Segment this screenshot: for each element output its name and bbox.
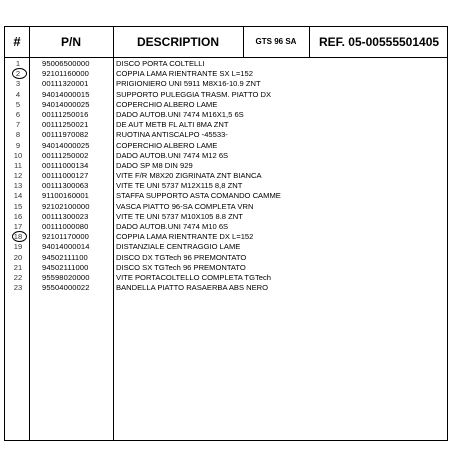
- row-description: COPPIA LAMA RIENTRANTE SX L=152: [116, 69, 253, 79]
- row-description: RUOTINA ANTISCALPO -45533-: [116, 130, 228, 140]
- row-part-number: 94502111000: [42, 262, 89, 272]
- table-row: [5, 212, 447, 222]
- row-description: DISCO SX TGTech 96 PREMONTATO: [116, 262, 246, 272]
- row-part-number: 94014000015: [42, 89, 90, 99]
- row-description: DADO AUTOB.UNI 7474 M16X1,5 6S: [116, 109, 244, 119]
- table-row: [5, 161, 447, 171]
- row-part-number: 94502111100: [42, 252, 88, 262]
- table-row: [5, 151, 447, 161]
- table-row: [5, 100, 447, 110]
- table-body: [5, 59, 447, 293]
- header-ref: REF. 05-00555501405: [318, 35, 440, 49]
- row-part-number: 94014000014: [42, 242, 90, 252]
- row-description: VITE PORTACOLTELLO COMPLETA TGTech: [116, 272, 272, 282]
- row-description: DADO AUTOB.UNI 7474 M10 6S: [116, 222, 229, 231]
- row-description: DISTANZIALE CENTRAGGIO LAME: [116, 242, 241, 252]
- parts-list-table: [4, 26, 448, 441]
- row-description: SUPPORTO PULEGGIA TRASM. PIATTO DX: [116, 89, 272, 99]
- table-row: [5, 79, 447, 89]
- row-part-number: 00111250016: [42, 109, 89, 119]
- row-description: COPERCHIO ALBERO LAME: [116, 140, 218, 150]
- row-description: STAFFA SUPPORTO ASTA COMANDO CAMME: [116, 191, 281, 201]
- table-row: [5, 171, 447, 181]
- row-part-number: 00111300063: [42, 181, 89, 191]
- row-number: 11: [14, 160, 22, 170]
- row-number: 6: [15, 109, 21, 119]
- row-number: 18: [13, 232, 23, 242]
- row-description: COPERCHIO ALBERO LAME: [116, 99, 218, 109]
- row-number: 3: [15, 79, 21, 89]
- header-num: #: [13, 34, 21, 49]
- row-number: 17: [13, 222, 23, 231]
- row-description: DADO AUTOB.UNI 7474 M12 6S: [116, 150, 229, 160]
- row-number: 7: [15, 120, 21, 130]
- table-row: [5, 202, 447, 212]
- table-row: [5, 130, 447, 140]
- row-number: 10: [13, 150, 23, 160]
- table-row: [5, 141, 447, 151]
- row-description: DADO SP M8 DIN 929: [116, 160, 193, 170]
- row-description: BANDELLA PIATTO RASAERBA ABS NERO: [116, 283, 269, 293]
- row-number: 15: [13, 201, 23, 211]
- table-row: [5, 242, 447, 252]
- row-part-number: 00111970082: [42, 130, 89, 140]
- row-part-number: 00111250021: [42, 120, 89, 130]
- table-row: [5, 110, 447, 120]
- row-number: 2: [15, 69, 21, 79]
- row-description: COPPIA LAMA RIENTRANTE DX L=152: [116, 232, 254, 242]
- header-divider: [243, 27, 244, 57]
- row-number: 8: [15, 130, 21, 140]
- row-number: 16: [13, 211, 23, 221]
- table-row: [5, 273, 447, 283]
- table-row: [5, 69, 447, 79]
- row-part-number: 00111000080: [42, 222, 89, 231]
- header-model: GTS 96 SA: [255, 37, 297, 46]
- row-part-number: 95006500000: [42, 59, 90, 68]
- row-description: VITE F/R M8X20 ZIGRINATA ZNT BIANCA: [116, 171, 262, 181]
- row-description: DE AUT METB FL ALTI 8MA ZNT: [116, 120, 229, 130]
- row-part-number: 00111000134: [42, 160, 89, 170]
- row-number: 19: [13, 242, 23, 252]
- row-number: 21: [13, 262, 23, 272]
- table-row: [5, 59, 447, 69]
- row-part-number: 95598020000: [42, 272, 90, 282]
- table-row: [5, 283, 447, 293]
- table-row: [5, 222, 447, 232]
- row-description: VITE TE UNI 5737 M10X105 8.8 ZNT: [116, 211, 243, 221]
- row-number: 12: [13, 171, 23, 181]
- row-number: 22: [13, 272, 23, 282]
- row-description: VITE TE UNI 5737 M12X115 8,8 ZNT: [116, 181, 243, 191]
- table-header: [5, 27, 447, 58]
- row-description: DISCO DX TGTech 96 PREMONTATO: [116, 252, 247, 262]
- row-description: DISCO PORTA COLTELLI: [116, 59, 205, 68]
- header-pn: P/N: [60, 35, 81, 49]
- row-description: VASCA PIATTO 96-SA COMPLETA VRN: [116, 201, 254, 211]
- row-part-number: 92101160000: [42, 69, 89, 79]
- header-description: DESCRIPTION: [136, 35, 219, 49]
- row-part-number: 92101170000: [42, 232, 89, 242]
- row-part-number: 91100160001: [42, 191, 89, 201]
- row-part-number: 94014000025: [42, 140, 90, 150]
- row-number: 9: [15, 140, 21, 150]
- row-part-number: 00111000127: [42, 171, 89, 181]
- row-number: 20: [13, 252, 23, 262]
- row-part-number: 92102100000: [42, 201, 90, 211]
- row-part-number: 94014000025: [42, 99, 90, 109]
- table-row: [5, 232, 447, 242]
- header-divider: [309, 27, 310, 57]
- row-description: PRIGIONIERO UNI 5911 M8X16-10.9 ZNT: [116, 79, 261, 89]
- row-part-number: 00111320001: [42, 79, 89, 89]
- row-number: 23: [13, 283, 23, 293]
- row-part-number: 00111250002: [42, 150, 89, 160]
- row-part-number: 95504000022: [42, 283, 90, 293]
- row-number: 5: [15, 99, 21, 109]
- row-part-number: 00111300023: [42, 211, 89, 221]
- table-row: [5, 191, 447, 201]
- table-row: [5, 90, 447, 100]
- row-number: 4: [15, 89, 21, 99]
- row-number: 14: [13, 191, 23, 201]
- row-number: 1: [15, 59, 21, 68]
- table-row: [5, 120, 447, 130]
- table-row: [5, 181, 447, 191]
- table-row: [5, 253, 447, 263]
- table-row: [5, 263, 447, 273]
- row-number: 13: [13, 181, 23, 191]
